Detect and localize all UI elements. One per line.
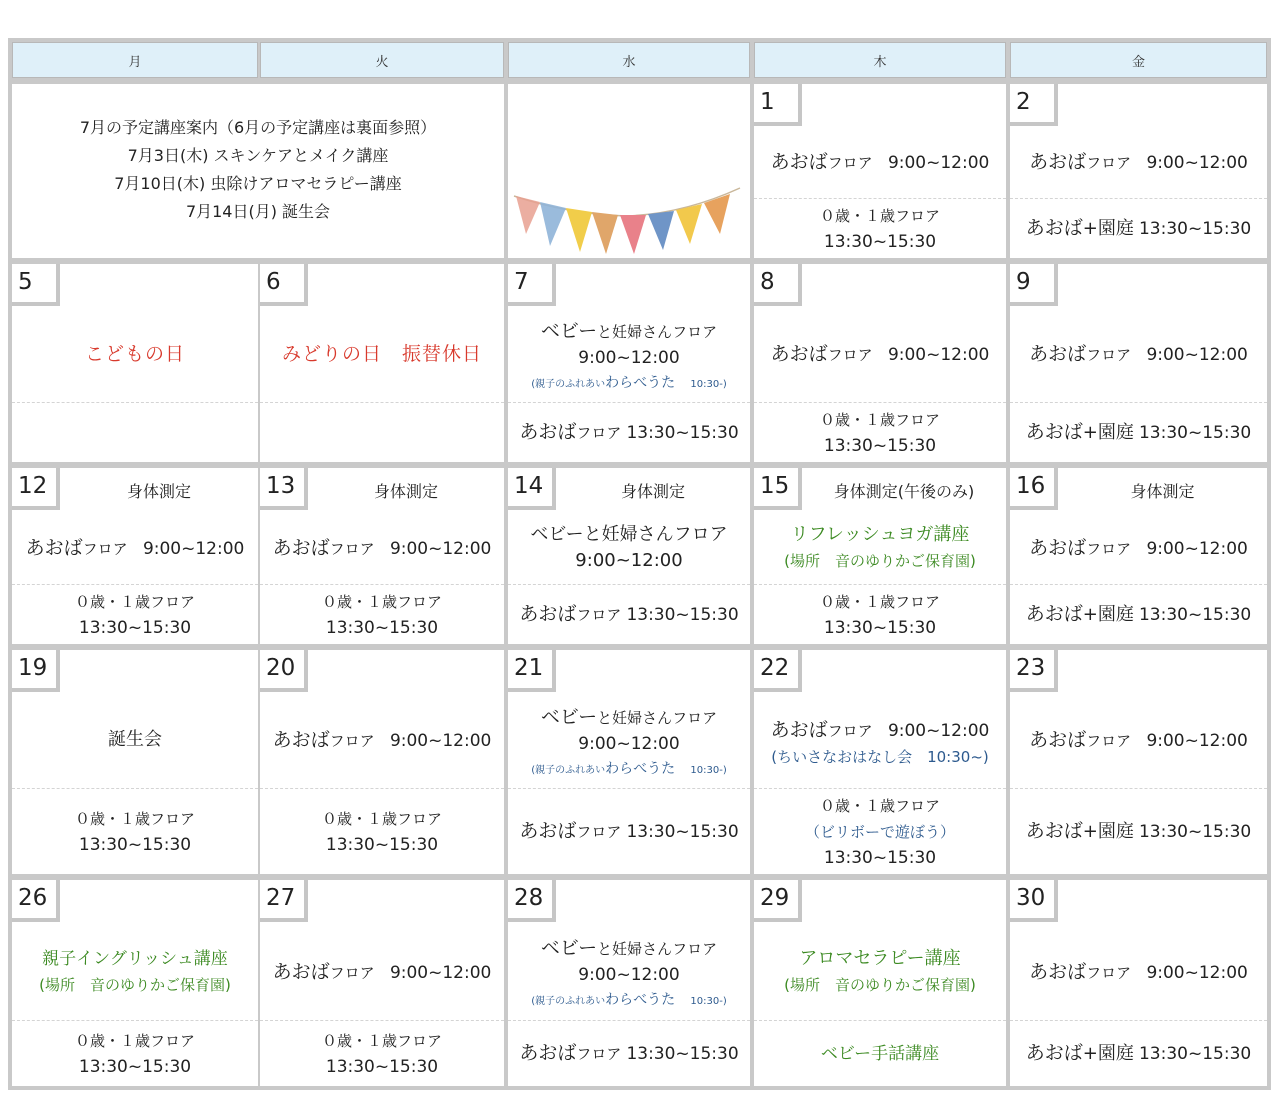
afternoon-slot [260,1020,504,1086]
day-number: 23 [1010,650,1058,692]
aoba-label: あおば [519,603,577,625]
age01-floor: ０歳・１歳フロア [321,809,442,828]
warabe-note: (親子のふれあいわらべうた 10:30-) [531,375,727,391]
morning-slot [12,514,258,582]
warabe-note: (親子のふれあいわらべうた 10:30-) [531,761,727,777]
floor-label: フロア [827,153,873,172]
day-cell-28 [508,880,750,1086]
measure-label: 身体測定 [126,481,191,501]
time-pm: 13:30~15:30 [1138,822,1252,842]
morning-slot [754,514,1006,582]
day-cell-20 [260,650,504,874]
afternoon-slot [1010,584,1267,644]
afternoon-slot [1010,198,1267,258]
intro-line: 7月3日(木) スキンケアとメイク講座 [127,146,389,165]
morning-slot [260,514,504,582]
day-number: 12 [12,468,60,510]
afternoon-slot [1010,402,1267,462]
floor-label: フロア [329,539,375,558]
floor-label: フロア [576,1045,622,1063]
floor-label: フロア [1086,539,1132,558]
afternoon-slot [508,402,750,462]
time-am: 9:00~12:00 [1146,538,1248,559]
aoba-label: あおば [272,536,330,559]
day-cell-29 [754,880,1006,1086]
time-pm: 13:30~15:30 [823,435,937,456]
baby-label: ベビー [540,706,598,728]
morning-slot [260,926,504,1018]
morning-slot [12,308,258,400]
birthday-event: 誕生会 [108,729,162,750]
morning-slot [508,700,750,786]
afternoon-slot [754,402,1006,462]
measure-label: 身体測定 [1130,481,1195,501]
morning-slot [508,930,750,1018]
afternoon-slot [508,584,750,644]
time-pm: 13:30~15:30 [626,423,739,443]
course-venue: (場所 音のゆりかご保育園) [784,552,976,570]
age01-floor: ０歳・１歳フロア [74,1031,195,1050]
course-venue: (場所 音のゆりかご保育園) [784,976,976,994]
time-am: 9:00~12:00 [1146,730,1248,751]
aoba-label: あおば [1025,421,1083,443]
time-pm: 13:30~15:30 [626,1044,739,1064]
time-pm: 13:30~15:30 [626,605,739,625]
time-am: 9:00~12:00 [1146,152,1248,173]
afternoon-slot [508,1020,750,1086]
age01-floor: ０歳・１歳フロア [819,206,940,225]
day-number: 19 [12,650,60,692]
day-cell-16 [1010,468,1267,644]
age01-floor: ０歳・１歳フロア [819,410,940,429]
time-am: 9:00~12:00 [887,344,990,365]
afternoon-slot [1010,1020,1267,1086]
afternoon-slot [260,584,504,644]
bunting-flags-image [508,84,750,258]
floor-label: フロア [1086,963,1132,982]
day-cell-27 [260,880,504,1086]
calendar-grid [8,38,1271,1090]
day-number: 13 [260,468,308,510]
afternoon-slot [12,402,258,462]
course-title: アロマセラピー講座 [799,948,961,969]
time-pm: 13:30~15:30 [823,847,937,868]
aoba-label: あおば [272,728,330,751]
morning-slot [1010,694,1267,786]
day-cell-14 [508,468,750,644]
day-cell-8 [754,264,1006,462]
day-number: 2 [1010,84,1058,126]
weekday-header-tue: 火 [260,42,504,78]
day-number: 1 [754,84,802,126]
measure-afternoon-label: 身体測定(午後のみ) [833,481,975,501]
aoba-label: あおば [770,150,828,173]
weekday-header-mon: 月 [12,42,258,78]
day-cell-21 [508,650,750,874]
floor-label: フロア [672,940,718,958]
time-am: 9:00~12:00 [1146,344,1248,365]
afternoon-slot [754,198,1006,258]
morning-slot [754,700,1006,786]
floor-label: フロア [82,539,128,558]
measure-label: 身体測定 [620,481,685,501]
story-time-note: (ちいさなおはなし会 10:30~) [771,747,989,766]
afternoon-slot [754,584,1006,644]
day-cell-26 [12,880,258,1086]
and-pregnant-label: と妊婦さん [597,323,673,341]
morning-slot [1010,128,1267,196]
warabe-note: (親子のふれあいわらべうた 10:30-) [531,992,727,1008]
and-pregnant-label: と妊婦さん [597,940,673,958]
baby-label: ベビー [540,937,598,959]
time-pm: 13:30~15:30 [78,834,192,855]
day-number: 28 [508,880,556,922]
day-cell-12 [12,468,258,644]
morning-slot [12,694,258,786]
floor-label: フロア [576,823,622,841]
morning-slot [754,926,1006,1018]
measure-label: 身体測定 [373,481,438,501]
afternoon-slot [754,788,1006,874]
decoration-cell [508,84,750,258]
day-number: 26 [12,880,60,922]
plus-garden-label: +園庭 [1082,422,1134,443]
floor-label: フロア [329,731,375,750]
day-cell-2 [1010,84,1267,258]
age01-floor: ０歳・１歳フロア [321,592,442,611]
day-number: 21 [508,650,556,692]
afternoon-slot [1010,788,1267,874]
afternoon-slot [260,402,504,462]
intro-line: 7月10日(木) 虫除けアロマセラピー講座 [114,174,402,193]
aoba-label: あおば [1029,728,1087,751]
age01-floor: ０歳・１歳フロア [74,809,195,828]
time-pm: 13:30~15:30 [626,822,739,842]
biribo-note: （ビリボーで遊ぼう） [804,822,955,841]
aoba-label: あおば [770,718,828,741]
day-number: 8 [754,264,802,306]
day-number: 9 [1010,264,1058,306]
age01-floor: ０歳・１歳フロア [74,592,195,611]
afternoon-slot [12,1020,258,1086]
floor-label: フロア [1086,731,1132,750]
day-number: 22 [754,650,802,692]
floor-label: フロア [827,721,873,740]
day-cell-15 [754,468,1006,644]
afternoon-slot [508,788,750,874]
aoba-label: あおば [272,960,330,983]
day-number: 15 [754,468,802,510]
baby-label: ベビー [540,320,598,342]
aoba-label: あおば [1029,342,1087,365]
time-pm: 13:30~15:30 [325,1056,439,1077]
baby-pregnant-floor: ベビーと妊婦さんフロア [530,524,728,545]
afternoon-slot [260,788,504,874]
day-cell-23 [1010,650,1267,874]
and-pregnant-label: と妊婦さん [597,709,673,727]
aoba-label: あおば [1025,603,1083,625]
intro-cell [12,84,504,258]
day-number: 27 [260,880,308,922]
age01-floor: ０歳・１歳フロア [819,592,940,611]
aoba-label: あおば [1029,536,1087,559]
aoba-label: あおば [519,421,577,443]
morning-slot [12,926,258,1018]
floor-label: フロア [672,323,718,341]
time-am: 9:00~12:00 [142,538,245,559]
weekday-header-fri: 金 [1010,42,1267,78]
day-cell-7 [508,264,750,462]
course-title: 親子イングリッシュ講座 [42,949,228,969]
morning-slot [1010,308,1267,400]
time-pm: 13:30~15:30 [823,231,937,252]
intro-line: 7月14日(月) 誕生会 [185,202,331,221]
floor-label: フロア [576,424,622,442]
time-pm: 13:30~15:30 [1138,605,1252,625]
time-pm: 13:30~15:30 [1138,423,1252,443]
aoba-label: あおば [519,820,577,842]
floor-label: フロア [576,606,622,624]
day-cell-6 [260,264,504,462]
day-number: 16 [1010,468,1058,510]
plus-garden-label: +園庭 [1082,821,1134,842]
morning-slot [260,694,504,786]
time-pm: 13:30~15:30 [823,617,937,638]
course-venue: (場所 音のゆりかご保育園) [39,976,231,994]
time-am: 9:00~12:00 [578,965,680,985]
aoba-label: あおば [1025,1042,1083,1064]
intro-text [12,114,504,226]
floor-label: フロア [827,345,873,364]
morning-slot [260,308,504,400]
sign-language-course: ベビー手話講座 [820,1043,940,1064]
age01-floor: ０歳・１歳フロア [321,1031,442,1050]
holiday-label: みどりの日 振替休日 [281,343,482,365]
time-am: 9:00~12:00 [1146,962,1248,983]
aoba-label: あおば [1029,150,1087,173]
time-pm: 13:30~15:30 [325,834,439,855]
day-number: 29 [754,880,802,922]
time-am: 9:00~12:00 [389,730,492,751]
day-cell-1 [754,84,1006,258]
day-cell-22 [754,650,1006,874]
time-am: 9:00~12:00 [578,734,680,754]
weekday-header-wed: 水 [508,42,750,78]
plus-garden-label: +園庭 [1082,1043,1134,1064]
aoba-label: あおば [770,342,828,365]
time-am: 9:00~12:00 [887,152,990,173]
time-pm: 13:30~15:30 [78,1056,192,1077]
time-am: 9:00~12:00 [389,962,492,983]
floor-label: フロア [1086,345,1132,364]
time-pm: 13:30~15:30 [78,617,192,638]
day-number: 7 [508,264,556,306]
plus-garden-label: +園庭 [1082,604,1134,625]
time-am: 9:00~12:00 [389,538,492,559]
aoba-label: あおば [1025,820,1083,842]
afternoon-slot [754,1020,1006,1086]
morning-slot [754,308,1006,400]
weekday-header-thu: 木 [754,42,1006,78]
day-cell-9 [1010,264,1267,462]
time-pm: 13:30~15:30 [1138,219,1252,239]
time-pm: 13:30~15:30 [325,617,439,638]
day-number: 5 [12,264,60,306]
morning-slot [508,314,750,400]
morning-slot [1010,926,1267,1018]
day-cell-13 [260,468,504,644]
aoba-label: あおば [1029,960,1087,983]
aoba-label: あおば [25,536,83,559]
aoba-label: あおば [1025,217,1083,239]
afternoon-slot [12,788,258,874]
day-cell-5 [12,264,258,462]
day-number: 30 [1010,880,1058,922]
course-title: リフレッシュヨガ講座 [790,524,970,545]
day-number: 6 [260,264,308,306]
floor-label: フロア [672,709,718,727]
plus-garden-label: +園庭 [1082,218,1134,239]
age01-floor: ０歳・１歳フロア [819,796,940,815]
day-number: 14 [508,468,556,510]
holiday-label: こどもの日 [84,343,185,365]
time-am: 9:00~12:00 [578,348,680,368]
floor-label: フロア [329,963,375,982]
afternoon-slot [12,584,258,644]
day-number: 20 [260,650,308,692]
time-pm: 13:30~15:30 [1138,1044,1252,1064]
morning-slot [508,514,750,582]
time-am: 9:00~12:00 [575,550,683,571]
day-cell-19 [12,650,258,874]
intro-line: 7月の予定講座案内（6月の予定講座は裏面参照） [79,118,437,137]
morning-slot [1010,514,1267,582]
morning-slot [754,128,1006,196]
day-cell-30 [1010,880,1267,1086]
floor-label: フロア [1086,153,1132,172]
time-am: 9:00~12:00 [887,720,990,741]
aoba-label: あおば [519,1042,577,1064]
